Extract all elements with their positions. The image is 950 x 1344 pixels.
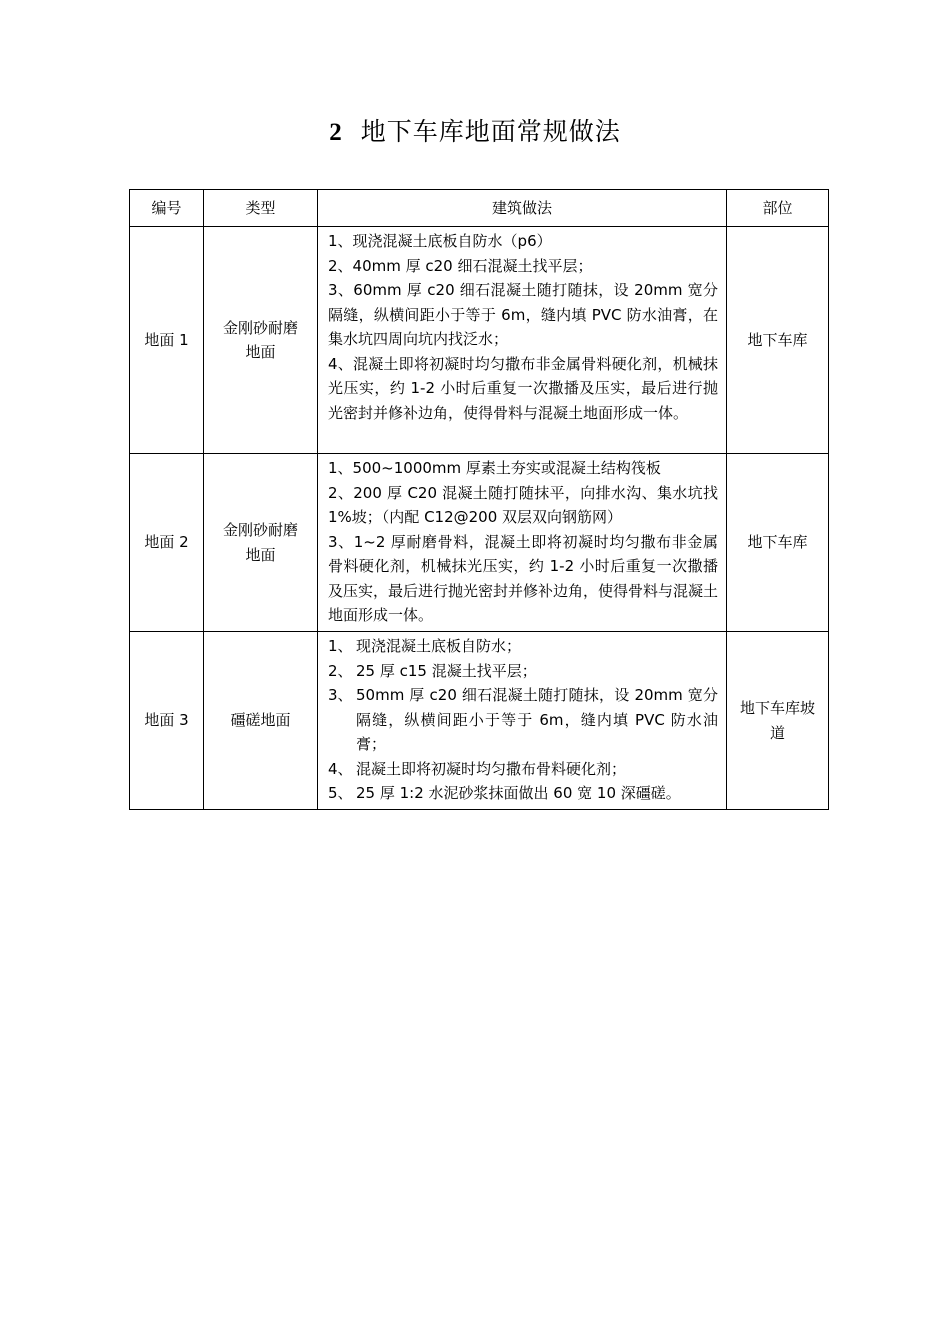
section-title: 地下车库地面常规做法 [360, 117, 621, 146]
method-step: 3、60mm 厚 c20 细石混凝土随打随抹，设 20mm 宽分隔缝，纵横间距小于等于 6m，缝内填 PVC 防水油膏，在集水坑四周向坑内找泛水； [328, 281, 718, 348]
cell-method [318, 632, 727, 810]
floor-method-table [129, 189, 829, 810]
table-row [130, 632, 829, 810]
table-row [130, 227, 829, 454]
cell-method [318, 227, 727, 454]
step-text: 25 厚 c15 混凝土找平层； [356, 661, 537, 680]
cell-type: 金刚砂耐磨地面 [204, 454, 318, 632]
step-text: 混凝土即将初凝时均匀撒布骨料硬化剂； [356, 759, 627, 778]
page-title [0, 112, 950, 148]
method-step [328, 683, 718, 757]
cell-type: 礓磋地面 [204, 632, 318, 810]
method-step [328, 757, 718, 782]
cell-id: 地面 3 [130, 632, 204, 810]
cell-id: 地面 1 [130, 227, 204, 454]
table-row [130, 454, 829, 632]
step-number: 4、 [328, 759, 353, 778]
step-text: 25 厚 1:2 水泥砂浆抹面做出 60 宽 10 深礓磋。 [356, 784, 681, 802]
method-step: 1、500~1000mm 厚素土夯实或混凝土结构筏板 [328, 459, 661, 477]
method-step: 3、1~2 厚耐磨骨料，混凝土即将初凝时均匀撒布非金属骨料硬化剂，机械抹光压实，约 1-2 小时后重复一次撒播及压实，最后进行抛光密封并修补边角，使得骨料与混凝土地面形成一体。 [328, 532, 719, 624]
cell-location: 地下车库 [727, 227, 829, 454]
cell-id: 地面 2 [130, 454, 204, 632]
method-step: 1、现浇混凝土底板自防水（p6） [328, 232, 552, 250]
method-step: 2、40mm 厚 c20 细石混凝土找平层； [328, 256, 593, 275]
step-number: 1、 [328, 637, 353, 655]
method-step: 2、200 厚 C20 混凝土随打随抹平，向排水沟、集水坑找 1%坡；（内配 C12@200 双层双向钢筋网） [328, 483, 718, 526]
step-number: 3、 [328, 686, 353, 704]
step-number: 5、 [328, 784, 353, 802]
cell-location: 地下车库坡道 [727, 632, 829, 810]
table-header-row [130, 190, 829, 227]
header-location: 部位 [727, 190, 829, 227]
header-type: 类型 [204, 190, 318, 227]
step-number: 2、 [328, 661, 353, 680]
header-method: 建筑做法 [318, 190, 727, 227]
cell-type: 金刚砂耐磨地面 [204, 227, 318, 454]
section-number: 2 [329, 119, 343, 146]
step-text: 50mm 厚 c20 细石混凝土随打随抹，设 20mm 宽分隔缝，纵横间距小于等于 6m，缝内填 PVC 防水油膏； [356, 686, 718, 753]
method-step [328, 634, 718, 659]
method-step: 4、混凝土即将初凝时均匀撒布非金属骨料硬化剂，机械抹光压实，约 1-2 小时后重复一次撒播及压实，最后进行抛光密封并修补边角，使得骨料与混凝土地面形成一体。 [328, 354, 718, 422]
method-step [328, 659, 718, 684]
cell-method [318, 454, 727, 632]
step-text: 现浇混凝土底板自防水； [356, 637, 522, 655]
method-step [328, 781, 718, 806]
header-id: 编号 [130, 190, 204, 227]
cell-location: 地下车库 [727, 454, 829, 632]
